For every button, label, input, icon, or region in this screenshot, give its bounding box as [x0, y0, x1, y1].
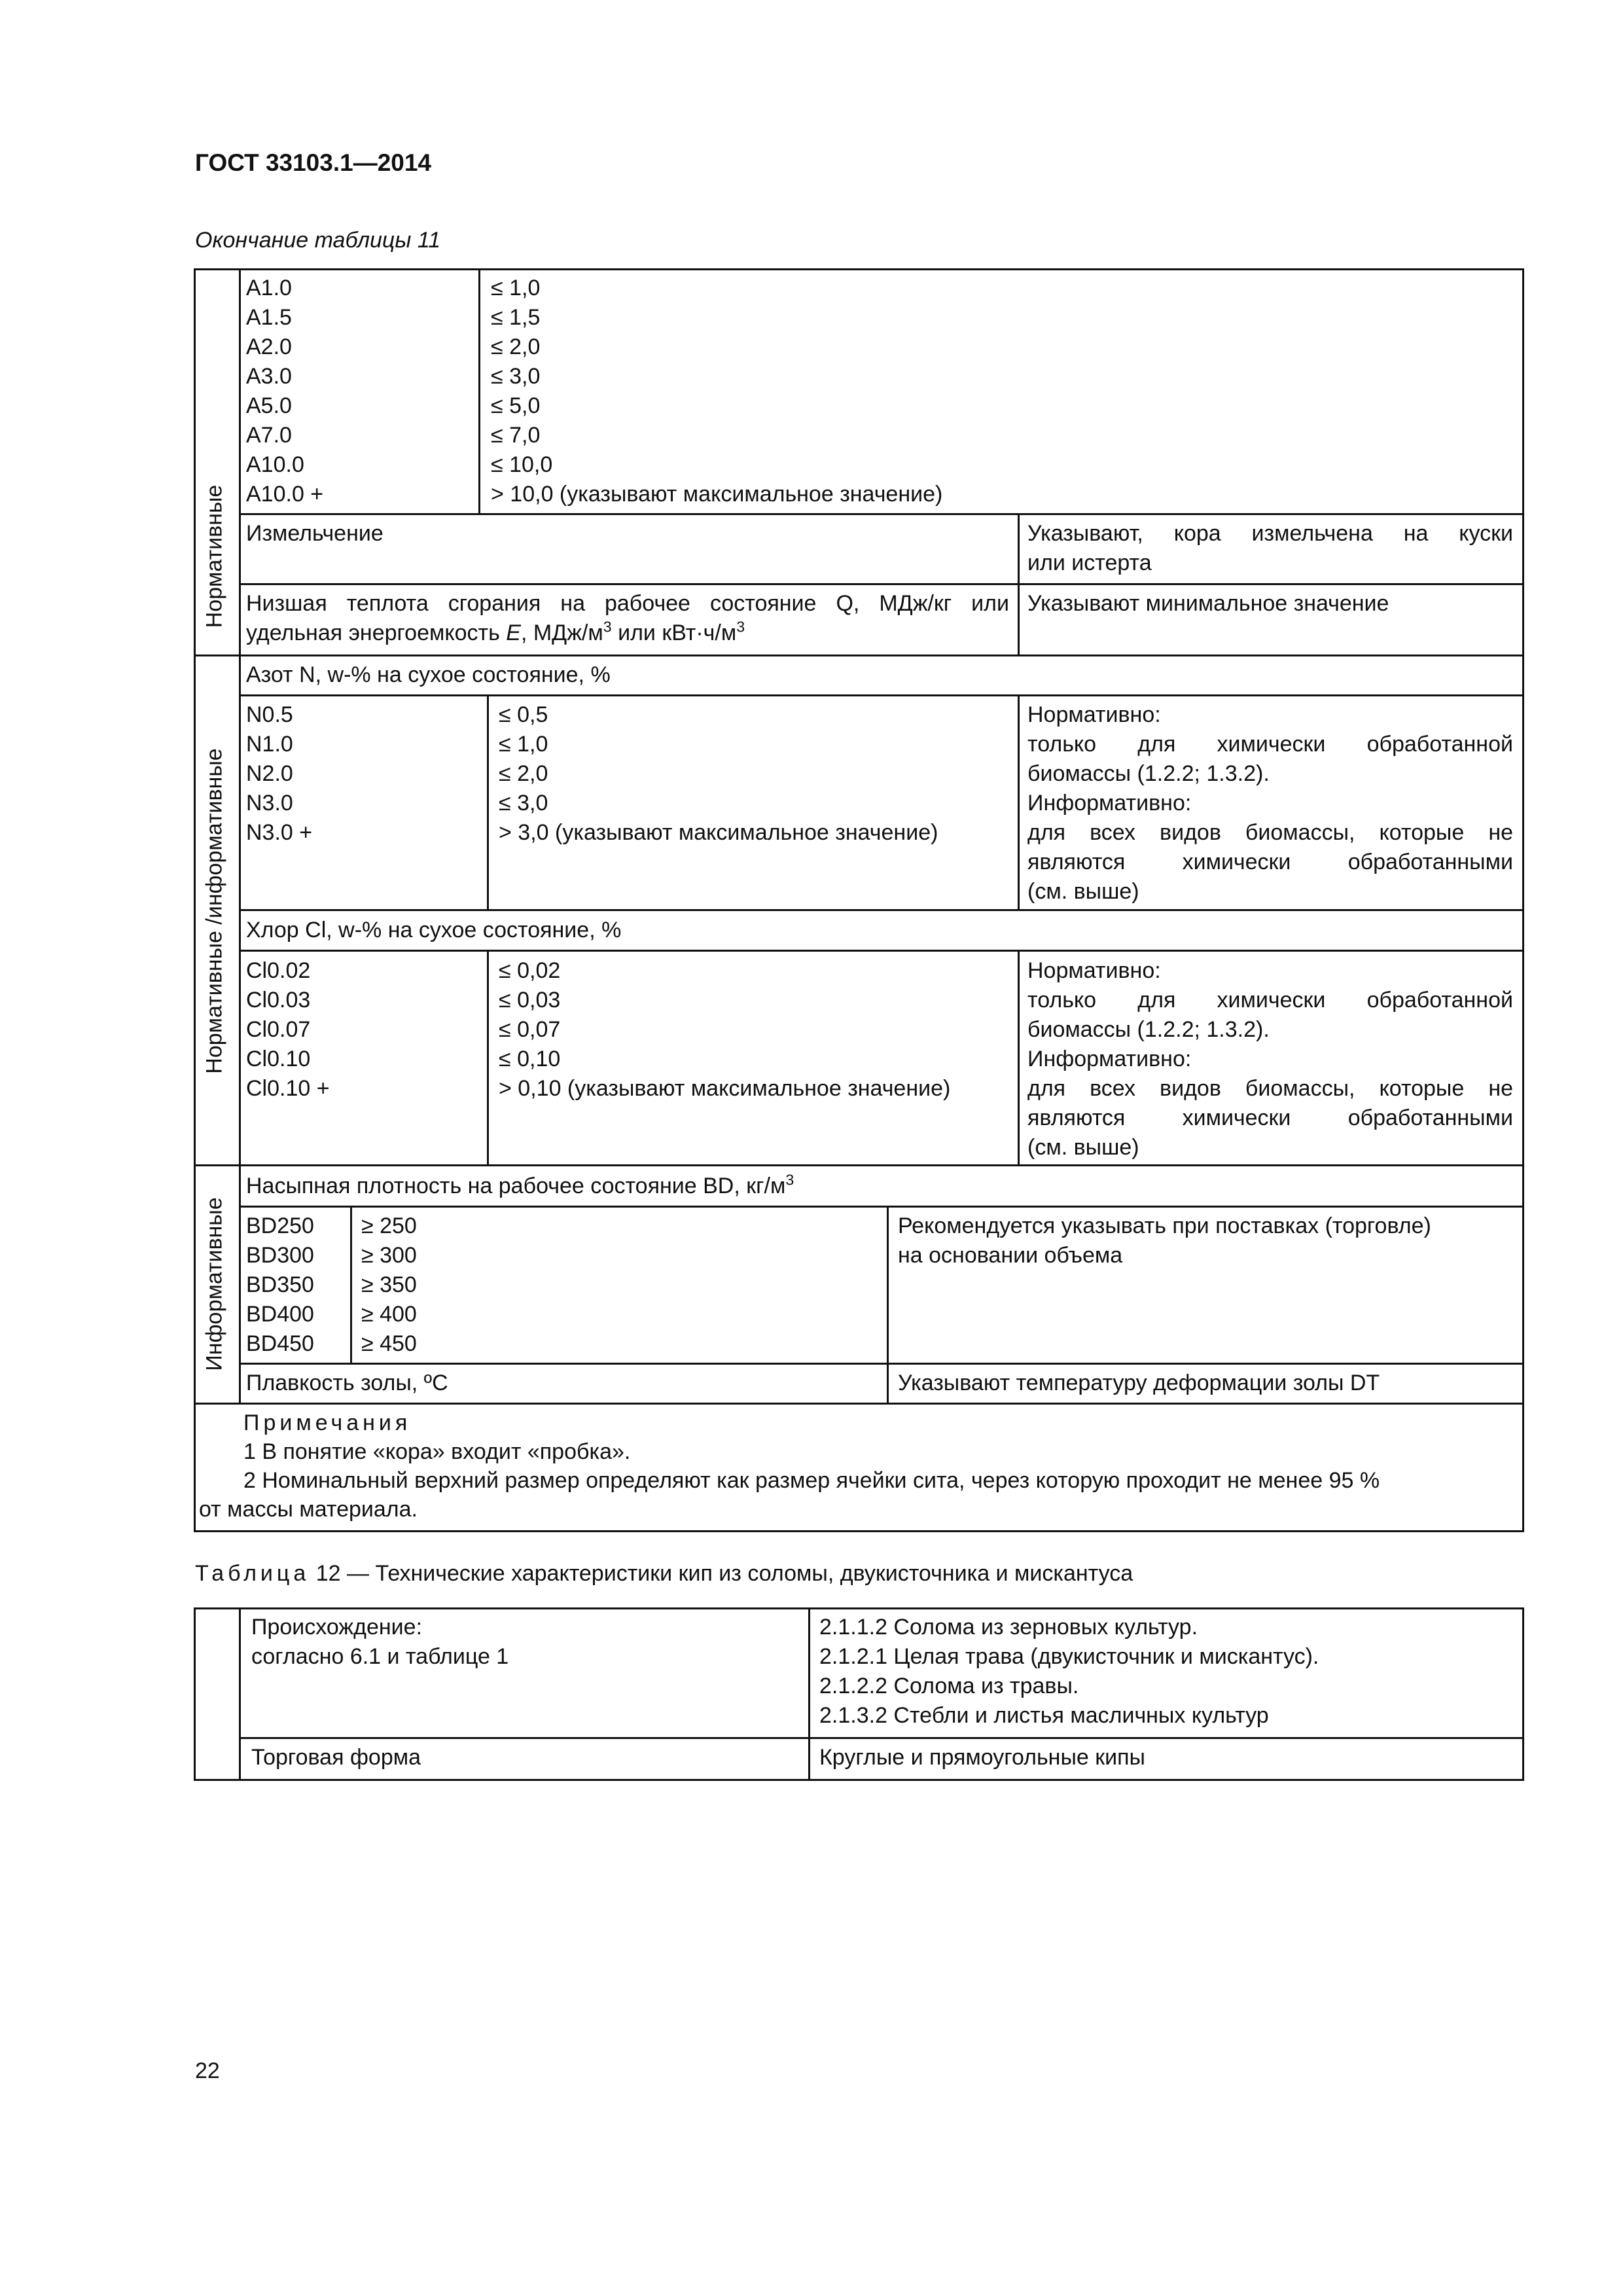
- origin-values: 2.1.1.2 Солома из зерновых культур. 2.1.2.1 Целая трава (двукисточник и мискантус). 2.1.2.2 Солома из травы. 2.1.3.2 Стебли и листья масличных культур: [819, 1615, 1319, 1728]
- trade-form-value: Круглые и прямоугольные кипы: [819, 1745, 1145, 1770]
- ash-class-codes: A1.0 A1.5 A2.0 A3.0 A5.0 A7.0 A10.0 A10.0 +: [246, 276, 324, 507]
- page-number: 22: [195, 2058, 220, 2083]
- chlorine-class-values: ≤ 0,02 ≤ 0,03 ≤ 0,07 ≤ 0,10 > 0,10 (указывают максимальное значение): [499, 958, 951, 1101]
- nitrogen-class-codes: N0.5 N1.0 N2.0 N3.0 N3.0 +: [246, 702, 313, 845]
- table-continuation-label: Окончание таблицы 11: [195, 228, 441, 253]
- nitrogen-header: Азот N, w-% на сухое состояние, %: [246, 662, 611, 687]
- bulk-density-values: ≥ 250 ≥ 300 ≥ 350 ≥ 400 ≥ 450: [361, 1213, 417, 1356]
- grinding-note: Указывают, кора измельчена на куски или истерта: [1027, 521, 1513, 575]
- note-2-continuation: от массы материала.: [199, 1497, 418, 1522]
- chlorine-header: Хлор Cl, w-% на сухое состояние, %: [246, 918, 622, 942]
- nitrogen-note: Нормативно: только для химически обработанной биомассы (1.2.2; 1.3.2). Информативно: для всех видов биомассы, которые не являются химически обработанными (см. выше): [1027, 702, 1513, 904]
- table-12-caption: Таблица 12 — Технические характеристики кип из соломы, двукисточника и мискантуса: [195, 1561, 1133, 1586]
- ash-melting-note: Указывают температуру деформации золы DT: [898, 1371, 1380, 1395]
- heating-value-label: Низшая теплота сгорания на рабочее состояние Q, МДж/кг или удельная энергоемкость E, МДж/$м^3$ или $кВт\cdot ч/м^3$: [246, 591, 1009, 645]
- nitrogen-class-values: ≤ 0,5 ≤ 1,0 ≤ 2,0 ≤ 3,0 > 3,0 (указывают максимальное значение): [499, 702, 938, 845]
- group-label-normative: Нормативные: [202, 484, 227, 628]
- ash-melting-label: Плавкость золы, ºС: [246, 1371, 448, 1395]
- document-header: ГОСТ 33103.1—2014: [195, 149, 432, 176]
- note-1: 1 В понятие «кора» входит «пробка».: [243, 1439, 631, 1464]
- bulk-density-codes: BD250 BD300 BD350 BD400 BD450: [246, 1213, 314, 1356]
- group-label-normative-informative: Нормативные /информативные: [202, 748, 227, 1074]
- heating-value-note: Указывают минимальное значение: [1027, 591, 1389, 616]
- origin-label: Происхождение: согласно 6.1 и таблице 1: [251, 1615, 509, 1669]
- grinding-label: Измельчение: [246, 521, 383, 546]
- notes-title: Примечания: [243, 1410, 412, 1435]
- trade-form-label: Торговая форма: [251, 1745, 421, 1770]
- chlorine-class-codes: Cl0.02 Cl0.03 Cl0.07 Cl0.10 Cl0.10 +: [246, 958, 330, 1101]
- bulk-density-header: Насыпная плотность на рабочее состояние BD, $кг/м^3$: [246, 1171, 794, 1198]
- ash-class-values: ≤ 1,0 ≤ 1,5 ≤ 2,0 ≤ 3,0 ≤ 5,0 ≤ 7,0 ≤ 10,0 > 10,0 (указывают максимальное значение): [491, 276, 943, 507]
- chlorine-note: Нормативно: только для химически обработанной биомассы (1.2.2; 1.3.2). Информативно: для всех видов биомассы, которые не являются химически обработанными (см. выше): [1027, 958, 1513, 1160]
- note-2: 2 Номинальный верхний размер определяют как размер ячейки сита, через которую проходит не менее 95 %: [243, 1468, 1380, 1493]
- bulk-density-note: Рекомендуется указывать при поставках (торговле) на основании объема: [898, 1213, 1431, 1268]
- group-label-informative: Информативные: [202, 1197, 227, 1371]
